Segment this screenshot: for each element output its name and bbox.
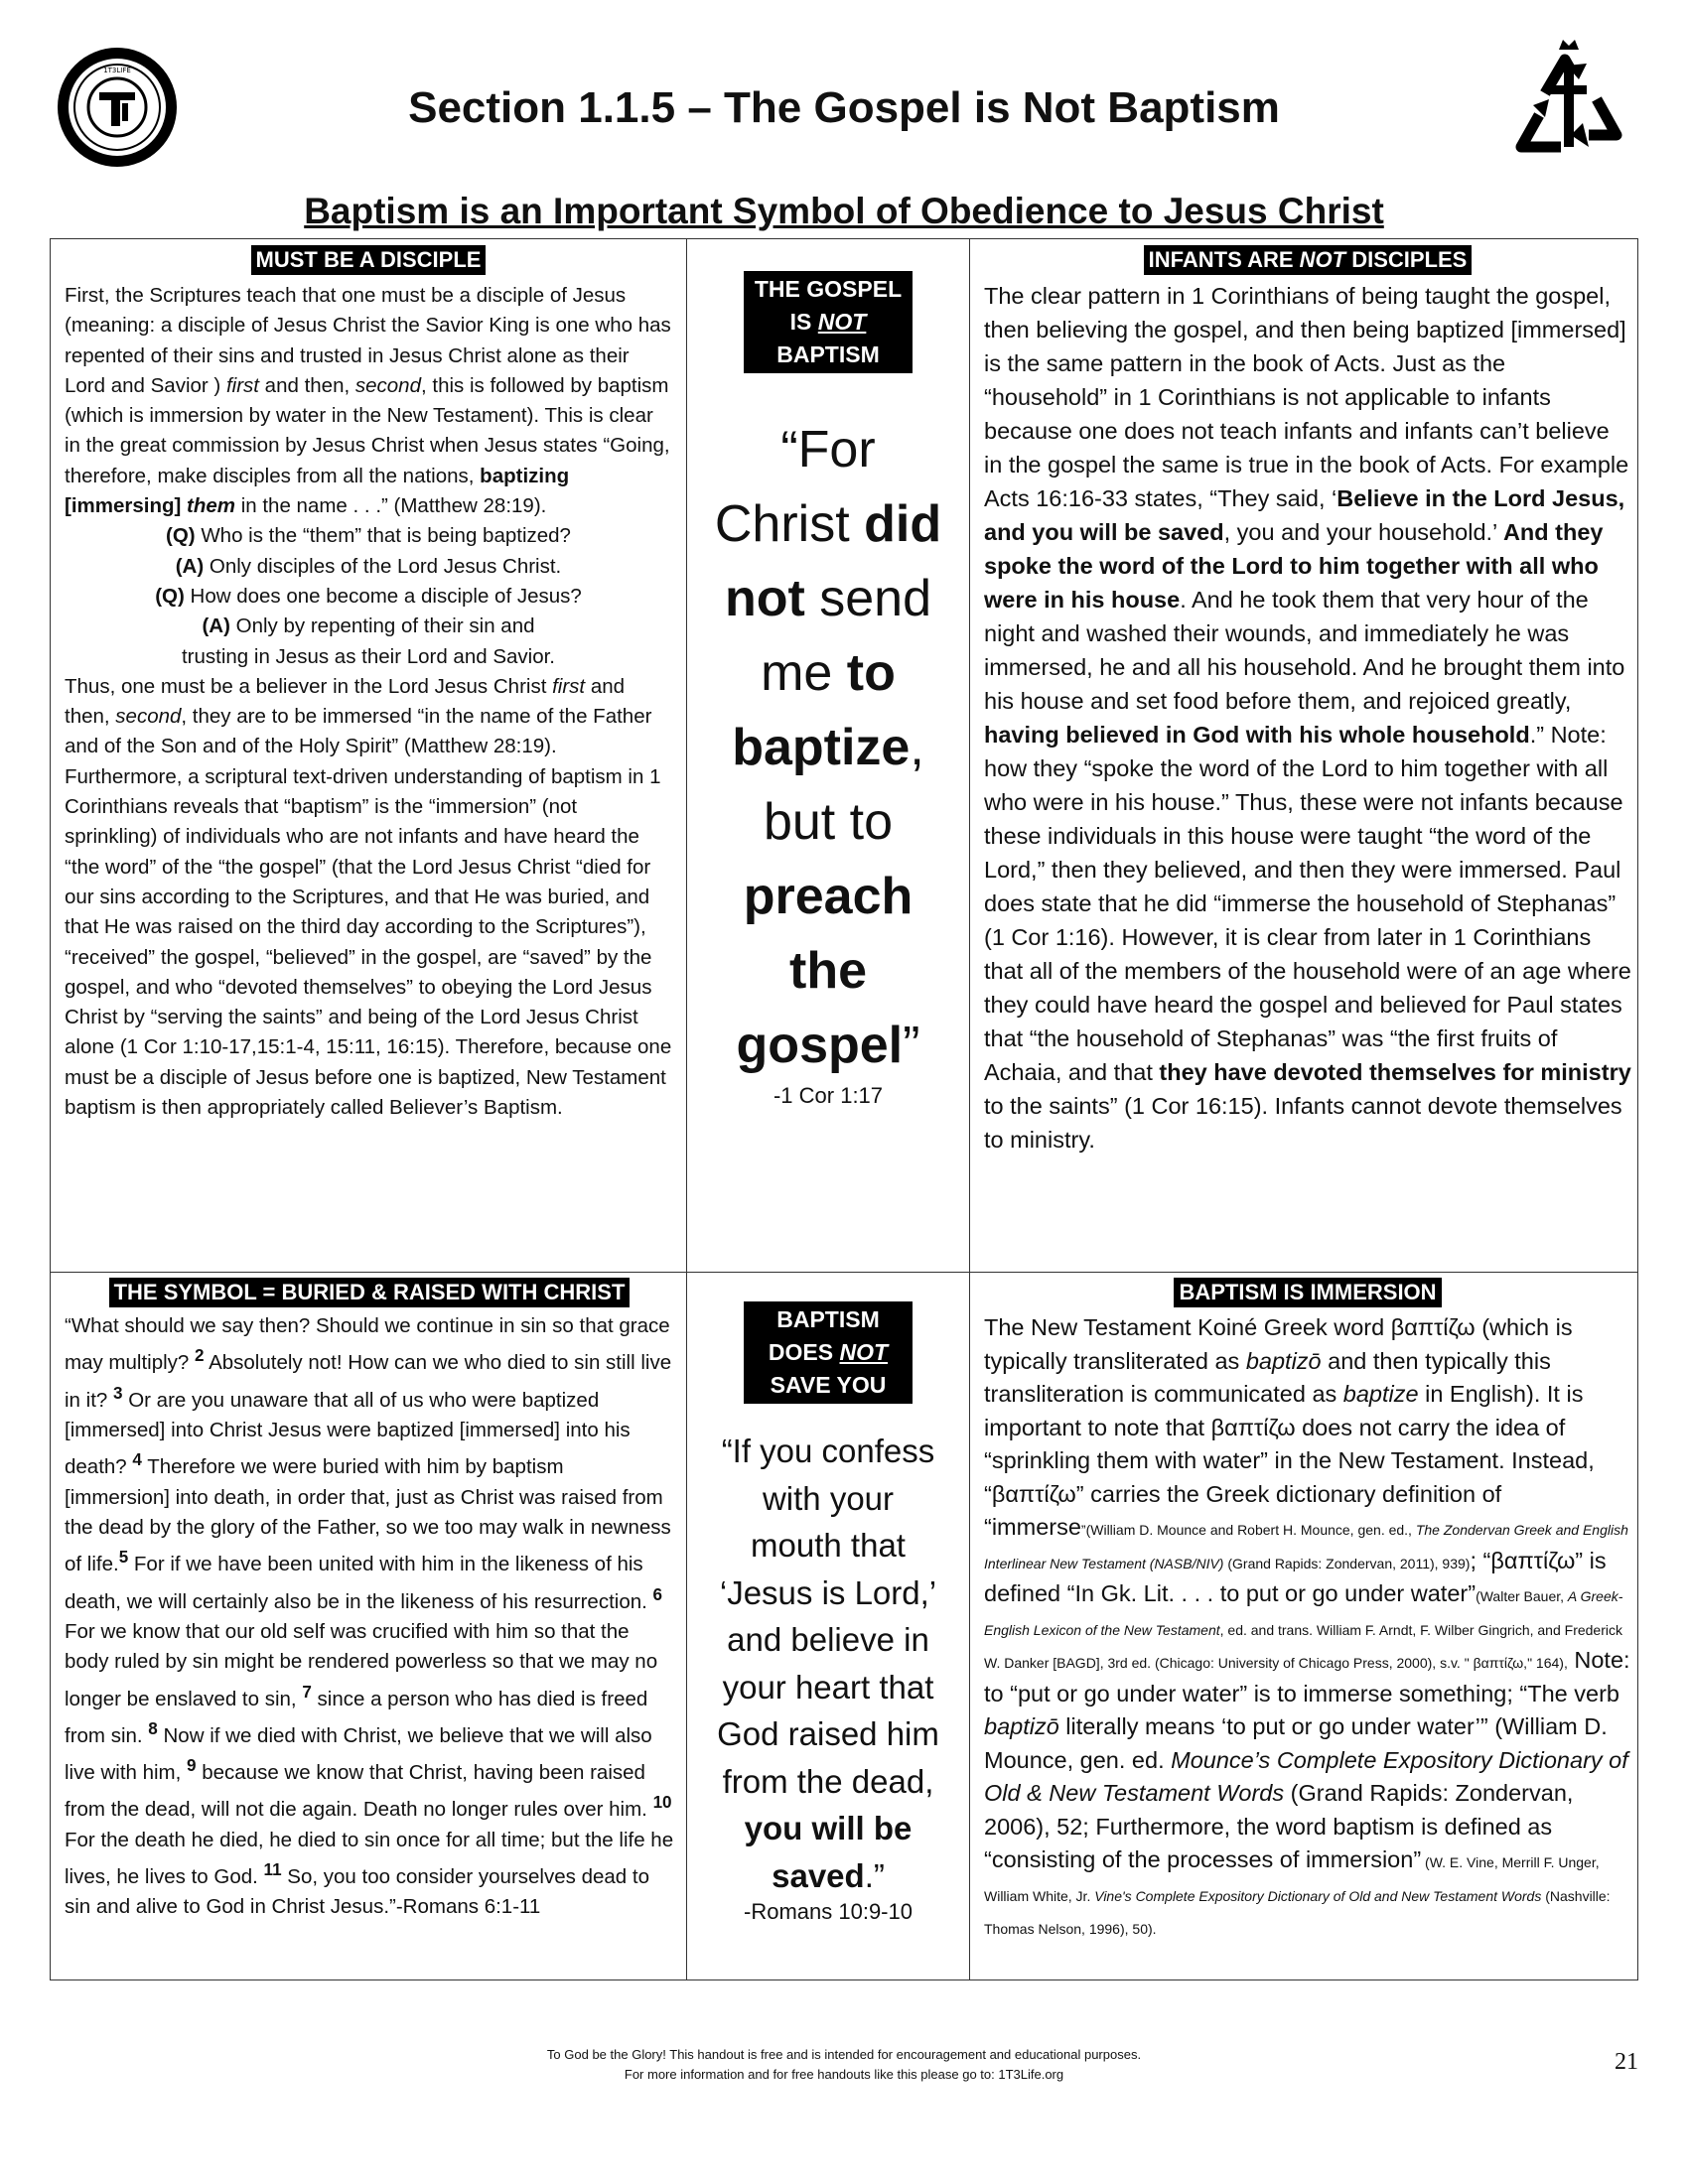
content-table [50,238,1638,1980]
section-body: “What should we say then? Should we continue in sin so that grace may multiply? $^2$ Absolutely not! How can we who died to sin still live in it? $^3$ Or are you unaware that all of us who were baptized [immersed] into Christ Jesus were baptized [immersed] into his death? $^4$ Therefore we were buried with him by baptism [immersion] into death, in order that, just as Christ was raised from the dead by the glory of the Father, so we too may walk in newness of life.$^5$ For if we have been united with him in the likeness of his death, we will certainly also be in the likeness of his resurrection. $^6$ For we know that our old self was crucified with him so that the body ruled by sin might be rendered powerless so that we may no longer be enslaved to sin, $^7$ since a person who has died is freed from sin. $^8$ Now if we died with Christ, we believe that we will also live with him, $^9$ because we know that Christ, having been raised from the dead, will not die again. Death no longer rules over him. $^{10}$ For the death he died, he died to sin once for all time; but the life he lives, he lives to God. $^{11}$ So, you too consider yourselves dead to sin and alive to God in Christ Jesus.”-Romans 6:1-11 [65,1314,674,1919]
qa-line: trusting in Jesus as their Lord and Savior. [181,644,556,668]
qa-line: (Q) Who is the “them” that is being baptized? [166,524,571,548]
cell-baptism-is-immersion [984,1278,1631,1944]
callout-box: THE GOSPEL IS NOT BAPTISM [744,271,913,373]
scripture-reference: -1 Cor 1:17 [773,1083,884,1108]
page-subtitle: Baptism is an Important Symbol of Obedience to Jesus Christ [304,191,1384,231]
page-number: 21 [1615,2049,1638,2075]
citation: (W. E. Vine, Merrill F. Unger, William White, Jr. Vine's Complete Expository Dictionary of Old and New Testament Words (Nashville: Thomas Nelson, 1996), 50). [984,1854,1611,1937]
section-body: The New Testament Koiné Greek word βαπτίζω (which is typically transliterated as baptizō and then typically this transliteration is communicated as baptize in English). It is important to note that βαπτίζω does not carry the idea of “sprinkling them with water” in the New Testament. Instead, “βαπτίζω” carries the Greek dictionary definition of “immerse”(William D. Mounce and Robert H. Mounce, gen. ed., The Zondervan Greek and English Interlinear New Testament (NASB/NIV) (Grand Rapids: Zondervan, 2011), 939); “βαπτίζω” is defined “In Gk. Lit. . . . to put or go under water”(Walter Bauer, A Greek-English Lexicon of the New Testament, ed. and trans. William F. Arndt, F. Wilber Gingrich, and Frederick W. Danker [BAGD], 3rd ed. (Chicago: University of Chicago Press, 2000), s.v. " βαπτίζω," 164), Note: to “put or go under water” is to immerse something; “The verb baptizō literally means ‘to put or go under water’” (William D. Mounce, gen. ed. Mounce’s Complete Expository Dictionary of Old & New Testament Words (Grand Rapids: Zondervan, 2006), 52; Furthermore, the word baptism is defined as “consisting of the processes of immersion” (W. E. Vine, Merrill F. Unger, William White, Jr. Vine's Complete Expository Dictionary of Old and New Testament Words (Nashville: Thomas Nelson, 1996), 50). [984,1314,1630,1937]
section-body: The clear pattern in 1 Corinthians of being taught the gospel, then believing the gospel, and then being baptized [immersed] is the same pattern in the book of Acts. Just as the “household” in 1 Corinthians is not applicable to infants because one does not teach infants and infants can’t believe in the gospel the same is true in the book of Acts. For example Acts 16:16-33 states, “They said, ‘Believe in the Lord Jesus, and you will be saved, you and your household.’ And they spoke the word of the Lord to him together with all who were in his house. And he took them that very hour of the night and washed their wounds, and immediately he was immersed, he and all his household. And he brought them into his house and set food before them, and rejoiced greatly, having believed in God with his whole household.” Note: how they “spoke the word of the Lord to him together with all who were in his house.” Thus, these were not infants because these individuals in this house were taught “the word of the Lord,” then they believed, and then they were immersed. Paul does state that he did “immerse the household of Stephanas” (1 Cor 1:16). However, it is clear from later in 1 Corinthians that all of the members of the household were of an age where they could have heard the gospel and believed for Paul states that “the household of Stephanas” was “the first fruits of Achaia, and that they have devoted themselves for ministry to the saints” (1 Cor 16:15). Infants cannot devote themselves to ministry. [984,283,1631,1153]
section-heading: THE SYMBOL = BURIED & RAISED WITH CHRIST [109,1278,631,1307]
row-divider [51,1272,1637,1273]
callout-box: BAPTISM DOES NOT SAVE YOU [744,1301,913,1404]
section-heading: BAPTISM IS IMMERSION [1174,1278,1441,1307]
citation: (Walter Bauer, A Greek-English Lexicon of the New Testament, ed. and trans. William F. Arndt, F. Wilber Gingrich, and Frederick W. Danker [BAGD], 3rd ed. (Chicago: University of Chicago Press, 2000), s.v. " βαπτίζω," 164), [984,1588,1623,1671]
page-footer [0,2045,1688,2085]
scripture-quote: “For Christ did not send me to baptize, but to preach the gospel” [714,421,942,1074]
footer-line: To God be the Glory! This handout is free and is intended for encouragement and educational purposes. [546,2047,1142,2062]
qa-line: (Q) How does one become a disciple of Jesus? [155,584,582,608]
scripture-quote: “If you confess with your mouth that ‘Jesus is Lord,’ and believe in your heart that God raised him from the dead, you will be saved.” [717,1433,939,1894]
citation: ”(William D. Mounce and Robert H. Mounce, gen. ed., The Zondervan Greek and English Interlinear New Testament (NASB/NIV) (Grand Rapids: Zondervan, 2011), 939) [984,1522,1628,1571]
column-divider [969,239,970,1979]
footer-line: For more information and for free handouts like this please go to: 1T3Life.org [624,2067,1064,2082]
section-body: First, the Scriptures teach that one must be a disciple of Jesus (meaning: a disciple of Jesus Christ the Savior King is one who has repented of their sins and trusted in Jesus Christ alone as their Lord and Savior ) first and then, second, this is followed by baptism (which is immersion by water in the New Testament). This is clear in the great commission by Jesus Christ when Jesus states “Going, therefore, make disciples from all the nations, baptizing [immersing] them in the name . . .” (Matthew 28:19). (Q) Who is the “them” that is being baptized? (A) Only disciples of the Lord Jesus Christ. (Q) How does one become a disciple of Jesus? (A) Only by repenting of their sin and trusting in Jesus as their Lord and Savior. Thus, one must be a believer in the Lord Jesus Christ first and then, second, they are to be immersed “in the name of the Father and of the Son and of the Holy Spirit” (Matthew 28:19). Furthermore, a scriptural text-driven understanding of baptism in 1 Corinthians reveals that “baptism” is the “immersion” (not sprinkling) of individuals who are not infants and have heard the “the word” of the “the gospel” (that the Lord Jesus Christ “died for our sins according to the Scriptures, and that He was buried, and that He was raised on the third day according to the Scriptures”), “received” the gospel, “believed” in the gospel, are “saved” by the gospel, and who “devoted themselves” to obeying the Lord Jesus Christ by “serving the saints” and being of the Lord Jesus Christ alone (1 Cor 1:10-17,15:1-4, 15:11, 16:15). Therefore, because one must be a disciple of Jesus before one is baptized, New Testament baptism is then appropriately called Believer’s Baptism. [65,284,672,1120]
cell-gospel-not-baptism [692,271,964,1109]
qa-line: (A) Only disciples of the Lord Jesus Christ. [175,554,562,578]
cell-infants-not-disciples [984,245,1631,1157]
cell-must-be-disciple [65,245,672,1123]
qa-line: (A) Only by repenting of their sin and [202,614,535,638]
column-divider [686,239,687,1979]
cell-baptism-not-save [692,1301,964,1925]
section-heading: INFANTS ARE NOT DISCIPLES [1144,245,1473,275]
logo-left-text: 1T3LIFE [103,67,131,74]
page-title: Section 1.1.5 – The Gospel is Not Baptism [408,83,1280,132]
section-heading: MUST BE A DISCIPLE [251,245,487,275]
cell-symbol-buried-raised [65,1278,674,1923]
scripture-reference: -Romans 10:9-10 [744,1899,913,1924]
